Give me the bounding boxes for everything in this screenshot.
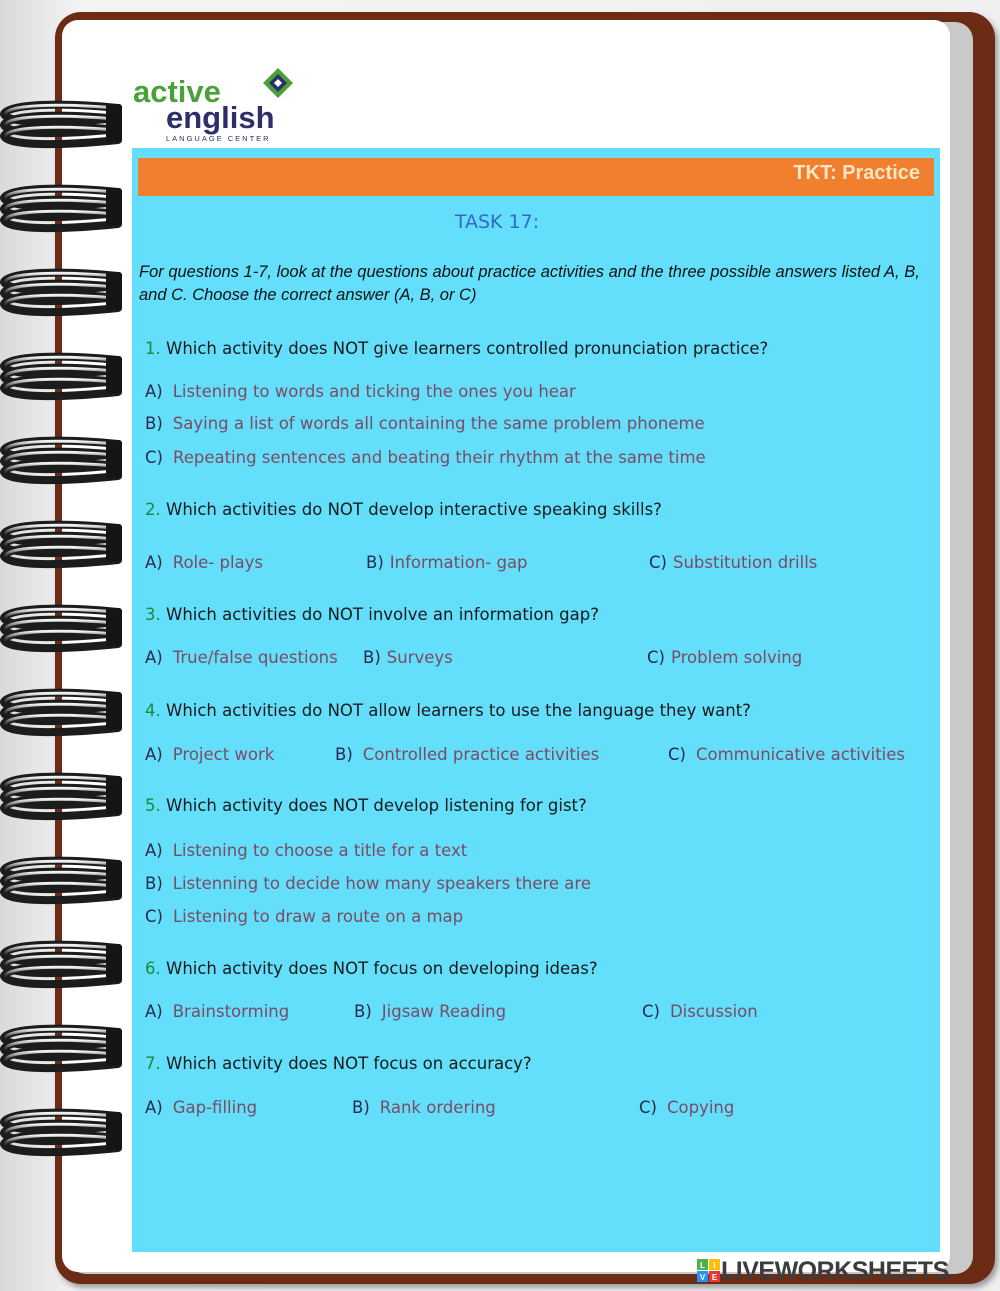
option-4a[interactable]: A) Project work bbox=[145, 745, 275, 764]
option-5a[interactable]: A) Listening to choose a title for a text bbox=[145, 841, 468, 860]
logo-subtitle: LANGUAGE CENTER bbox=[166, 134, 271, 143]
option-6b[interactable]: B) Jigsaw Reading bbox=[354, 1002, 507, 1021]
question-6: 6. Which activity does NOT focus on developing ideas? bbox=[145, 959, 598, 978]
option-3b[interactable]: B) Surveys bbox=[363, 648, 453, 667]
question-5: 5. Which activity does NOT develop listening for gist? bbox=[145, 796, 587, 815]
question-4: 4. Which activities do NOT allow learners to use the language they want? bbox=[145, 701, 751, 720]
spiral-ring bbox=[4, 188, 122, 228]
spiral-ring bbox=[4, 692, 122, 732]
option-5b[interactable]: B) Listenning to decide how many speakers there are bbox=[145, 874, 591, 893]
active-english-logo bbox=[133, 60, 303, 145]
spiral-ring bbox=[4, 524, 122, 564]
spiral-ring bbox=[4, 776, 122, 816]
option-3c[interactable]: C) Problem solving bbox=[647, 648, 803, 667]
question-2: 2. Which activities do NOT develop interactive speaking skills? bbox=[145, 500, 662, 519]
option-3a[interactable]: A) True/false questions bbox=[145, 648, 338, 667]
logo-word-active: active bbox=[133, 74, 221, 109]
spiral-ring bbox=[4, 944, 122, 984]
spiral-ring bbox=[4, 608, 122, 648]
option-6c[interactable]: C) Discussion bbox=[642, 1002, 758, 1021]
liveworksheets-logo-icon bbox=[697, 1259, 721, 1283]
svg-text:V: V bbox=[699, 1273, 706, 1282]
svg-text:L: L bbox=[700, 1261, 705, 1270]
spiral-ring bbox=[4, 860, 122, 900]
spiral-ring bbox=[4, 440, 122, 480]
question-7: 7. Which activity does NOT focus on accuracy? bbox=[145, 1054, 532, 1073]
option-2b[interactable]: B) Information- gap bbox=[366, 553, 528, 572]
logo-diamond-icon bbox=[263, 68, 293, 98]
option-6a[interactable]: A) Brainstorming bbox=[145, 1002, 290, 1021]
logo-word-english: english bbox=[166, 100, 275, 135]
spiral-ring bbox=[4, 1112, 122, 1152]
option-1b[interactable]: B) Saying a list of words all containing the same problem phoneme bbox=[145, 414, 705, 433]
task-title: TASK 17: bbox=[454, 211, 540, 233]
svg-text:I: I bbox=[713, 1261, 716, 1270]
option-2c[interactable]: C) Substitution drills bbox=[649, 553, 818, 572]
spiral-ring bbox=[4, 1028, 122, 1068]
option-4b[interactable]: B) Controlled practice activities bbox=[335, 745, 600, 764]
instructions-text: For questions 1-7, look at the questions about practice activities and the three possible answers listed A, B, and C. Choose the correct answer (A, B, or C) bbox=[139, 263, 920, 304]
option-7a[interactable]: A) Gap-filling bbox=[145, 1098, 258, 1117]
option-1a[interactable]: A) Listening to words and ticking the ones you hear bbox=[145, 382, 576, 401]
spiral-ring bbox=[4, 356, 122, 396]
spiral-binding-icon bbox=[0, 0, 130, 1291]
spiral-ring bbox=[4, 104, 122, 144]
option-5c[interactable]: C) Listening to draw a route on a map bbox=[145, 907, 464, 926]
option-1c[interactable]: C) Repeating sentences and beating their rhythm at the same time bbox=[145, 448, 706, 467]
liveworksheets-watermark bbox=[697, 1257, 997, 1285]
worksheet-panel bbox=[132, 148, 940, 1252]
watermark-text: LIVEWORKSHEETS bbox=[721, 1256, 949, 1285]
question-1: 1. Which activity does NOT give learners controlled pronunciation practice? bbox=[145, 339, 769, 358]
spiral-ring bbox=[4, 272, 122, 312]
option-4c[interactable]: C) Communicative activities bbox=[668, 745, 906, 764]
option-2a[interactable]: A) Role- plays bbox=[145, 553, 264, 572]
svg-text:E: E bbox=[711, 1273, 718, 1282]
option-7c[interactable]: C) Copying bbox=[639, 1098, 735, 1117]
question-3: 3. Which activities do NOT involve an information gap? bbox=[145, 605, 599, 624]
option-7b[interactable]: B) Rank ordering bbox=[352, 1098, 496, 1117]
tkt-practice-badge: TKT: Practice bbox=[138, 158, 934, 196]
